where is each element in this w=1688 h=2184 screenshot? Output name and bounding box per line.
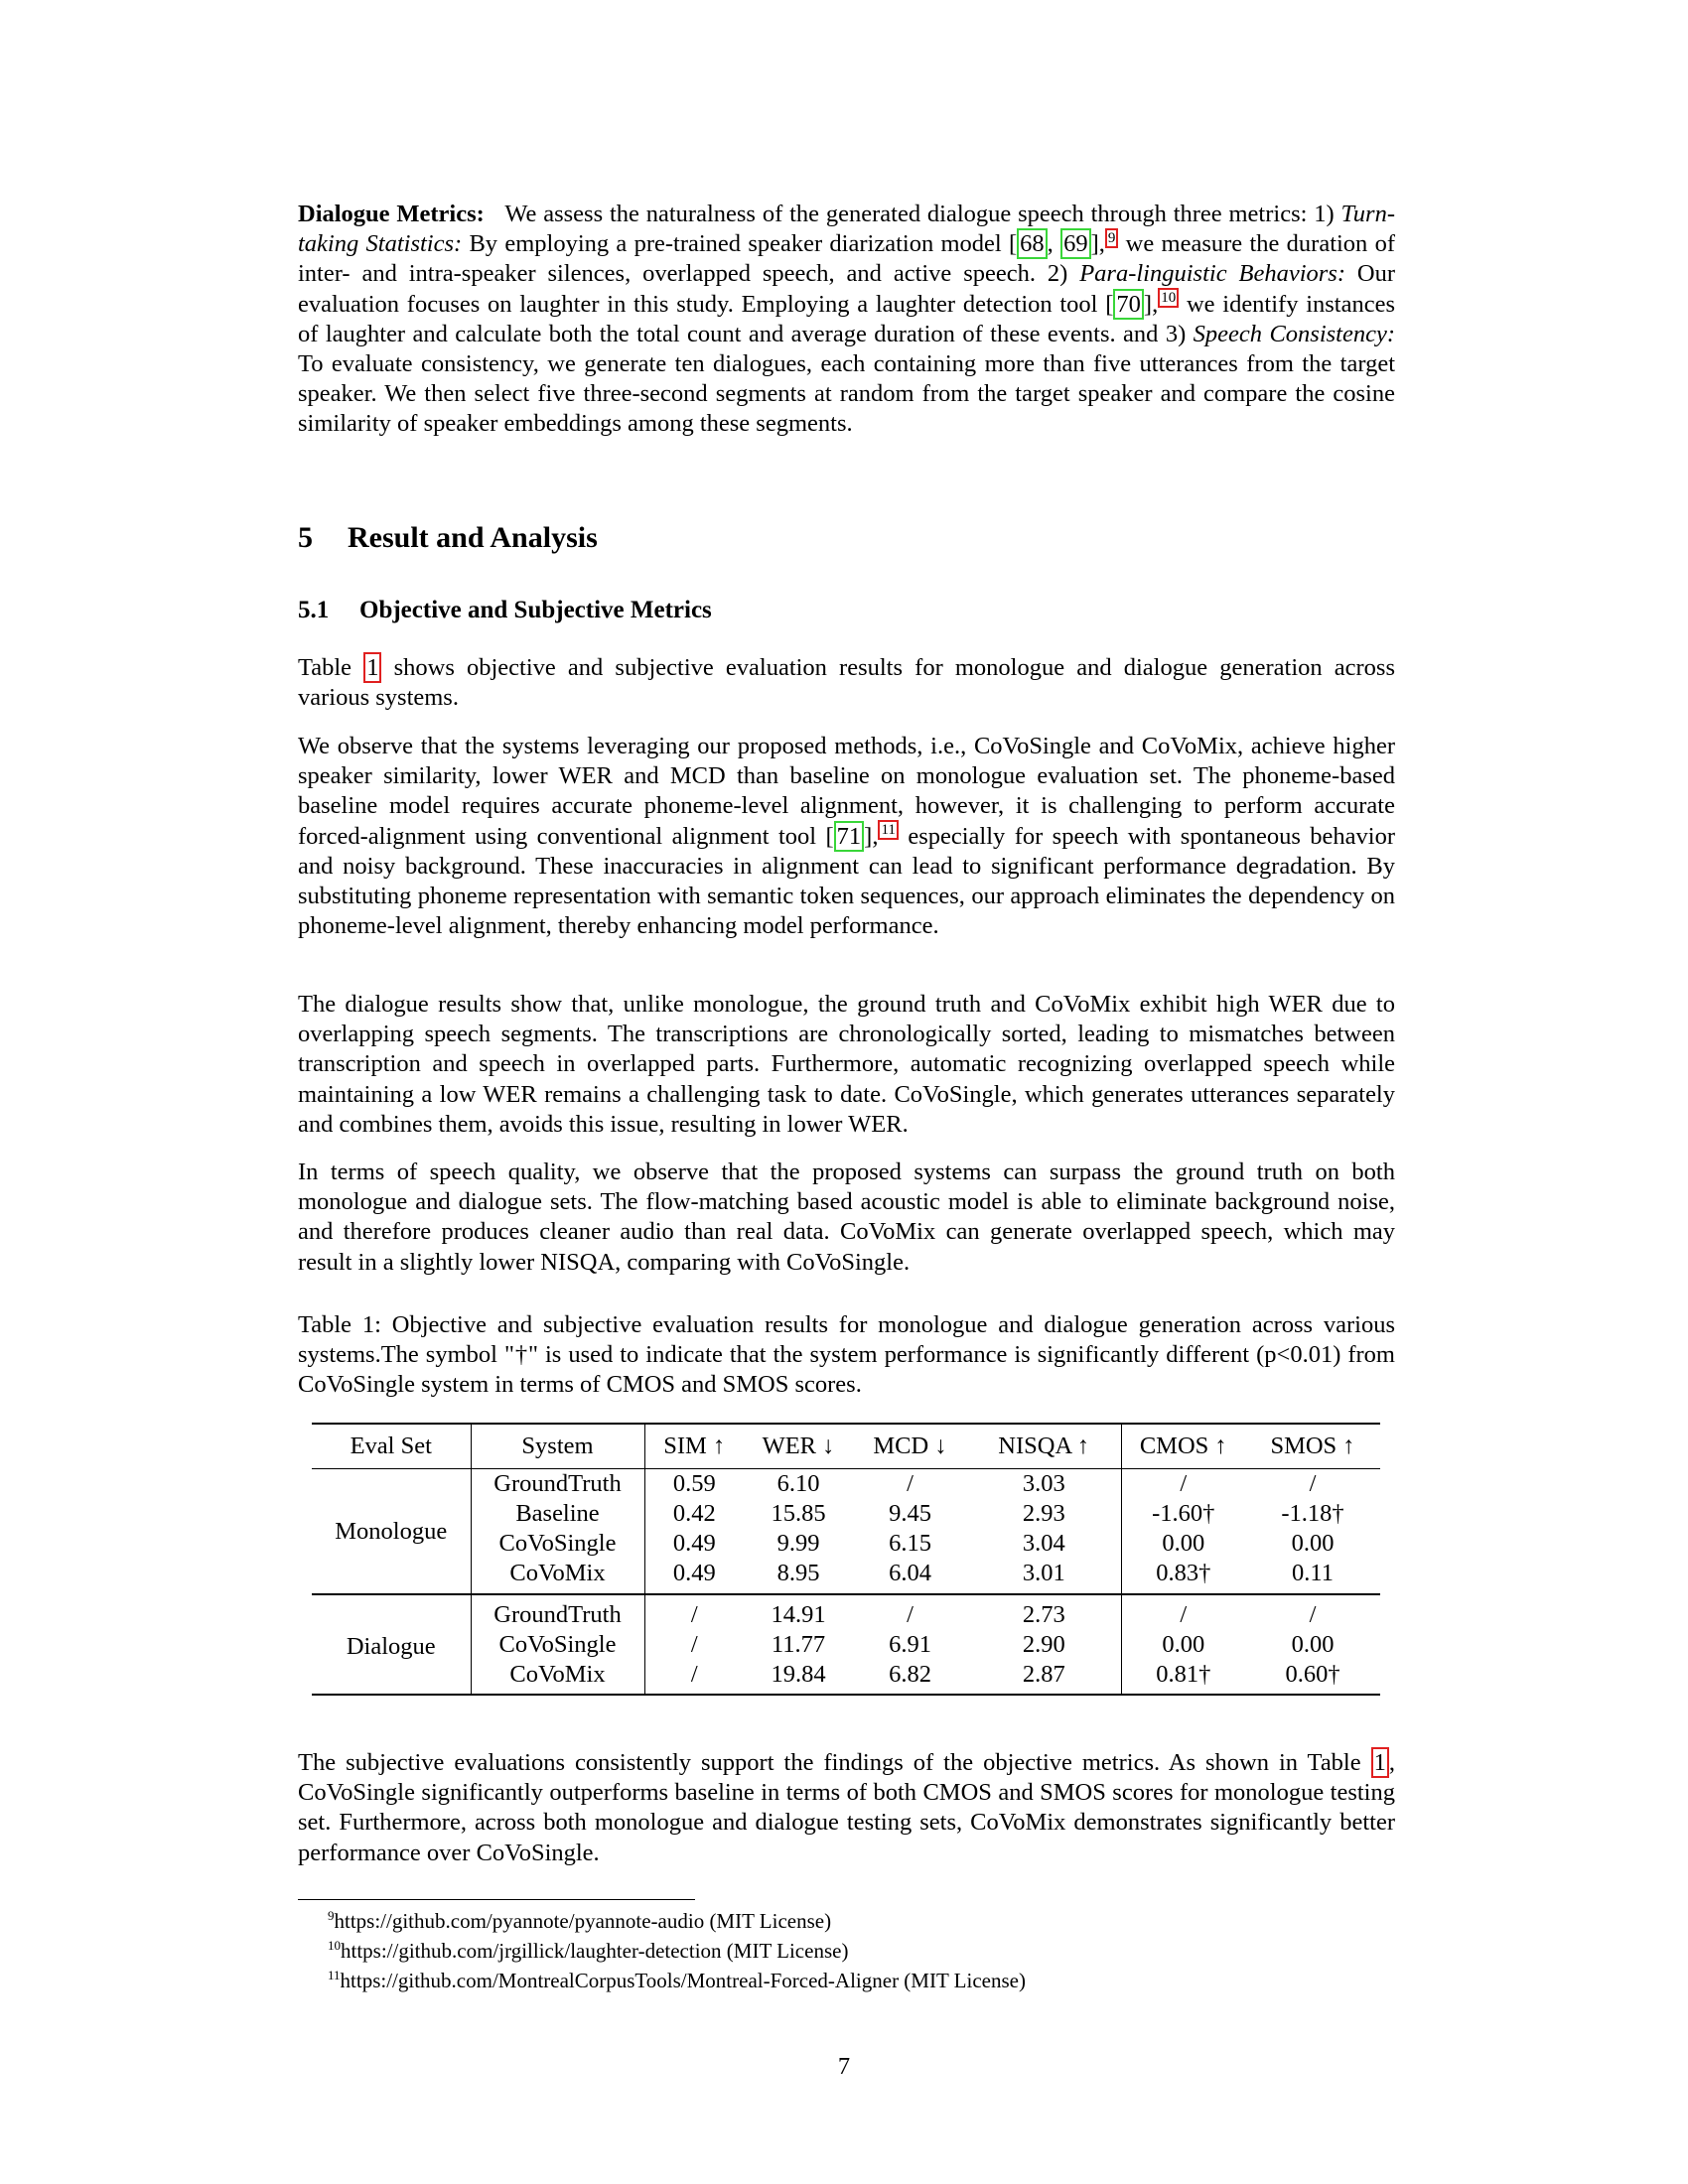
table-cell: 0.00 [1162, 1631, 1205, 1658]
table-cell: 11.77 [771, 1631, 826, 1658]
text-run: Our evaluation focuses on laughter in this study. Employing a laughter detection tool [298, 260, 1395, 318]
header-cell: WER ↓ [744, 1424, 853, 1469]
footnote-mark: 9 [328, 1908, 335, 1923]
citation-70[interactable]: 70 [1113, 289, 1144, 320]
table-cell: 2.90 [967, 1630, 1121, 1660]
text-run: Speech Consistency: [1193, 320, 1396, 347]
paragraph-quality-analysis: In terms of speech quality, we observe that the proposed systems can surpass the ground truth on both monologue and dialogue sets. The flow-matching based acoustic model is able to eliminate background noise, and therefore produces cleaner audio than real data. CoVoMix can generate overlapped speech, which may result in a slightly lower NISQA, comparing with CoVoSingle. [298, 1159, 1395, 1276]
table-cell: / [907, 1470, 914, 1497]
table-cell: 19.84 [744, 1660, 853, 1695]
text-run: Turn-taking Statistics: [298, 201, 1395, 258]
table-cell: 0.00 [1162, 1530, 1205, 1557]
dialogue-group [312, 1594, 1380, 1695]
table-cell: GroundTruth [471, 1594, 644, 1630]
table-cell: / [1180, 1470, 1188, 1497]
table-cell: / [1309, 1470, 1317, 1497]
table-row [312, 1469, 1380, 1500]
table-cell: 3.03 [967, 1469, 1121, 1500]
header-cell: NISQA ↑ [967, 1424, 1121, 1469]
table-cell: 6.04 [889, 1560, 931, 1586]
footnote-rule [298, 1899, 695, 1900]
footnote-ref-9[interactable]: 9 [1105, 228, 1119, 248]
subsection-number: 5.1 [298, 597, 330, 623]
table-row [312, 1499, 1380, 1529]
table-cell: 0.00 [1291, 1530, 1335, 1557]
text-run: The subjective evaluations consistently support the findings of the objective metrics. As shown in Table [298, 1749, 1371, 1776]
section-heading [298, 521, 1395, 555]
table-caption: Table 1: Objective and subjective evaluation results for monologue and dialogue generation across various systems.The symbol "†" is used to indicate that the system performance is significantly different (p<0.01) from CoVoSingle system in terms of CMOS and SMOS scores. [298, 1311, 1395, 1399]
text-run: By employing a pre-trained speaker diarization model [462, 230, 1009, 258]
table-cell: -1.18† [1281, 1500, 1344, 1527]
text-run: Para-linguistic Behaviors: [1079, 260, 1345, 288]
eval-set-cell: Monologue [312, 1469, 471, 1595]
table-cell: 0.60† [1245, 1660, 1380, 1695]
table-row [312, 1630, 1380, 1660]
results-table [312, 1423, 1380, 1696]
table-cell: 6.91 [889, 1631, 931, 1658]
footnote-11 [328, 1968, 1026, 1993]
table-row [312, 1660, 1380, 1695]
footnote-10 [328, 1938, 848, 1964]
table-cell: 2.87 [967, 1660, 1121, 1695]
text-run: we identify instances of laughter and calculate both the total count and average duration of these events. and 3) [298, 290, 1396, 347]
table-cell: CoVoSingle [471, 1529, 644, 1559]
paragraph-dialogue-analysis: The dialogue results show that, unlike monologue, the ground truth and CoVoMix exhibit high WER due to overlapping speech segments. The transcriptions are chronologically sorted, leading to mismatches between transcription and speech in overlapped parts. Furthermore, automatic recognizing overlapped speech while maintaining a low WER remains a challenging task to date. CoVoSingle, which generates utterances separately and combines them, avoids this issue, resulting in lower WER. [298, 991, 1395, 1138]
paragraph-subjective-analysis [298, 1748, 1395, 1868]
header-cell: CMOS ↑ [1121, 1424, 1245, 1469]
table-ref[interactable]: 1 [1371, 1747, 1389, 1778]
text-run: Table [298, 654, 364, 681]
table-cell: 6.10 [776, 1470, 820, 1497]
section-number: 5 [298, 521, 313, 554]
footnote-url[interactable]: https://github.com/pyannote/pyannote-audio (MIT License) [334, 1909, 832, 1933]
table-cell: / [690, 1631, 698, 1658]
table-cell: 0.81† [1121, 1660, 1245, 1695]
table-cell: CoVoMix [471, 1559, 644, 1594]
table-cell: 0.00 [1291, 1631, 1335, 1658]
subsection-heading [298, 597, 1395, 624]
table-cell: / [644, 1594, 744, 1630]
table-cell: 6.15 [889, 1530, 931, 1557]
table-cell: 0.49 [672, 1530, 716, 1557]
text-run: We assess the naturalness of the generated dialogue speech through three metrics: 1) [504, 201, 1341, 227]
eval-set-cell: Dialogue [312, 1594, 471, 1695]
table-cell: 2.93 [967, 1499, 1121, 1529]
subsection-title: Objective and Subjective Metrics [359, 597, 712, 623]
table-ref[interactable]: 1 [363, 652, 381, 683]
table-header-row [312, 1424, 1380, 1469]
dialogue-metrics-label: Dialogue Metrics: [298, 201, 485, 227]
header-cell: System [471, 1424, 644, 1469]
table-row [312, 1559, 1380, 1594]
table-cell: GroundTruth [471, 1469, 644, 1500]
text-run: shows objective and subjective evaluation results for monologue and dialogue generation across various systems. [298, 654, 1395, 712]
table-cell: 9.99 [776, 1530, 820, 1557]
monologue-group [312, 1469, 1380, 1595]
table-cell: 8.95 [776, 1560, 820, 1586]
footnote-mark: 10 [328, 1938, 341, 1953]
table-cell: CoVoSingle [471, 1630, 644, 1660]
footnote-ref-11[interactable]: 11 [878, 820, 898, 840]
paragraph-table-intro [298, 653, 1395, 713]
text-run: We observe that the systems leveraging our proposed methods, i.e., CoVoSingle and CoVoMix, achieve higher speaker similarity, lower WER and MCD than baseline on monologue evaluation set. The phoneme-based baseline model requires accurate phoneme-level alignment, however, it is challenging to perform accurate forced-alignment using conventional alignment tool [298, 733, 1395, 850]
footnote-url[interactable]: https://github.com/MontrealCorpusTools/Montreal-Forced-Aligner (MIT License) [340, 1969, 1026, 1992]
text-run: To evaluate consistency, we generate ten dialogues, each containing more than five utterances from the target speaker. We then select five three-second segments at random from the target speaker and compare the cosine similarity of speaker embeddings among these segments. [298, 350, 1395, 438]
text-run: , CoVoSingle significantly outperforms baseline in terms of both CMOS and SMOS scores for monologue testing set. Furthermore, across both monologue and dialogue testing sets, CoVoMix demonstrates significantly better performance over CoVoSingle. [298, 1749, 1395, 1866]
table-cell: 6.82 [853, 1660, 967, 1695]
table-cell: 0.11 [1292, 1560, 1334, 1586]
table-cell: / [1245, 1594, 1380, 1630]
text-run: we measure the duration of inter- and intra-speaker silences, overlapped speech, and active speech. 2) [298, 230, 1395, 288]
text-run: especially for speech with spontaneous behavior and noisy background. These inaccuracies in alignment can lead to significant performance degradation. By substituting phoneme representation with semantic token sequences, our approach eliminates the dependency on phoneme-level alignment, thereby enhancing model performance. [298, 822, 1395, 940]
table-cell: 15.85 [771, 1500, 826, 1527]
footnote-9 [328, 1908, 831, 1934]
table-cell: 2.73 [967, 1594, 1121, 1630]
table-cell: / [1121, 1594, 1245, 1630]
table-row [312, 1594, 1380, 1630]
table-cell: 0.42 [672, 1500, 716, 1527]
citation-71[interactable]: 71 [834, 821, 865, 852]
footnote-url[interactable]: https://github.com/jrgillick/laughter-detection (MIT License) [341, 1939, 849, 1963]
section-title: Result and Analysis [348, 521, 598, 554]
header-cell: MCD ↓ [853, 1424, 967, 1469]
table-row [312, 1529, 1380, 1559]
citation-69[interactable]: 69 [1060, 228, 1091, 259]
table-cell: 9.45 [889, 1500, 931, 1527]
table-cell: 0.83† [1156, 1560, 1211, 1586]
dialogue-metrics-paragraph: Dialogue Metrics: We assess the naturalness of the generated dialogue speech through three metrics: 1) Turn-taking Statistics: By employing a pre-trained speaker diarization model [ 68 , 69 ], $^9$ we measure the duration of inter- and intra-speaker silences, overlapped speech, and active speech. 2) Para-linguistic Behaviors: Our evaluation focuses on laughter in this study. Employing a laughter detection tool [ 70 ], $^{10}$ we identify instances of laughter and calculate both the total count and average duration of these events. and 3) Speech Consistency: To evaluate consistency, we generate ten dialogues, each containing more than five utterances from the target speaker. We then select five three-second segments at random from the target speaker and compare the cosine similarity of speaker embeddings among these segments. [298, 201, 1396, 438]
header-cell: Eval Set [312, 1424, 471, 1469]
header-cell: SIM ↑ [644, 1424, 744, 1469]
table-cell: -1.60† [1152, 1500, 1215, 1527]
table-cell: / [853, 1594, 967, 1630]
footnote-ref-10[interactable]: 10 [1158, 288, 1179, 308]
table-cell: 3.04 [967, 1529, 1121, 1559]
table-cell: 3.01 [967, 1559, 1121, 1594]
table-cell: / [644, 1660, 744, 1695]
paragraph-monologue-analysis: We observe that the systems leveraging our proposed methods, i.e., CoVoSingle and CoVoMix, achieve higher speaker similarity, lower WER and MCD than baseline on monologue evaluation set. The phoneme-based baseline model requires accurate phoneme-level alignment, however, it is challenging to perform accurate forced-alignment using conventional alignment tool [ 71 ], $^{11}$ especially for speech with spontaneous behavior and noisy background. These inaccuracies in alignment can lead to significant performance degradation. By substituting phoneme representation with semantic token sequences, our approach eliminates the dependency on phoneme-level alignment, thereby enhancing model performance. [298, 733, 1395, 940]
table-cell: CoVoMix [471, 1660, 644, 1695]
table-cell: 0.49 [672, 1560, 716, 1586]
footnote-mark: 11 [328, 1968, 341, 1982]
table-cell: Baseline [471, 1499, 644, 1529]
table-cell: 14.91 [744, 1594, 853, 1630]
table-cell: 0.59 [672, 1470, 716, 1497]
header-cell: SMOS ↑ [1245, 1424, 1380, 1469]
citation-68[interactable]: 68 [1017, 228, 1048, 259]
page-number: 7 [837, 2053, 851, 2080]
